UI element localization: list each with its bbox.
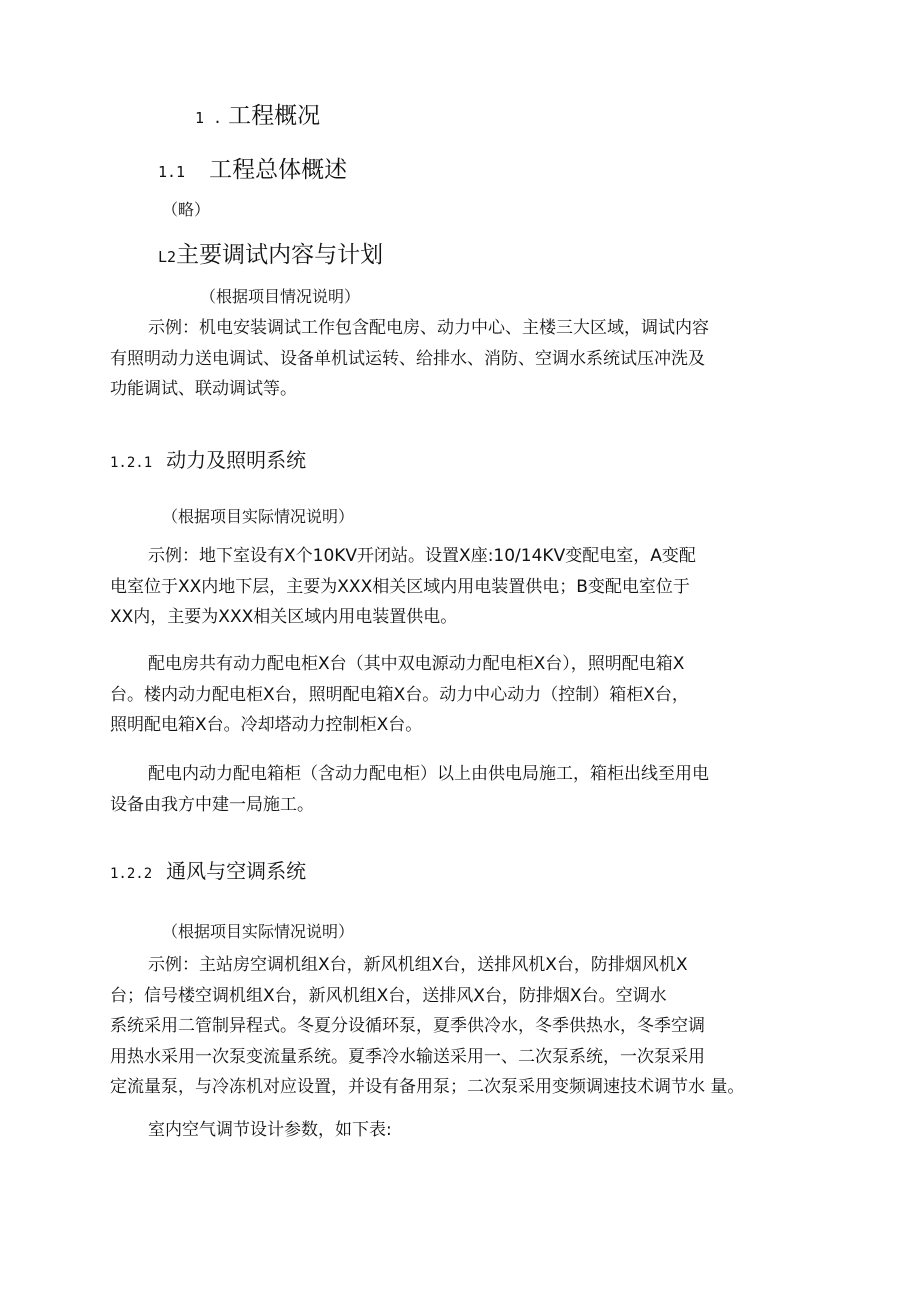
section-1-2-1-note: （根据项目实际情况说明） bbox=[162, 507, 355, 526]
heading-section-1-1 bbox=[158, 154, 347, 188]
paragraph-line: 示例：主站房空调机组X台，新风机组X台，送排风机X台，防排烟风机X bbox=[148, 955, 688, 975]
paragraph-line: 用热水采用一次泵变流量系统。夏季冷水输送采用一、二次泵系统，一次泵采用 bbox=[110, 1046, 705, 1067]
heading-title: 通风与空调系统 bbox=[166, 859, 307, 883]
section-1-2-paragraph bbox=[110, 313, 800, 405]
heading-number: 1.2.2 bbox=[110, 866, 153, 882]
section-1-2-note: （根据项目情况说明） bbox=[200, 287, 361, 306]
paragraph-line: 有照明动力送电调试、设备单机试运转、给排水、消防、空调水系统试压冲洗及 bbox=[110, 348, 705, 369]
section-1-2-1-paragraph-2 bbox=[110, 649, 800, 741]
paragraph-line: 室内空气调节设计参数，如下表: bbox=[148, 1120, 392, 1140]
paragraph-line: XX内，主要为XXX相关区域内用电装置供电。 bbox=[110, 607, 458, 627]
paragraph-line: 照明配电箱X台。冷却塔动力控制柜X台。 bbox=[110, 715, 423, 735]
heading-title: 工程总体概述 bbox=[209, 157, 348, 183]
heading-section-1-2-2 bbox=[110, 857, 306, 888]
paragraph-line: 功能调试、联动调试等。 bbox=[110, 379, 297, 399]
paragraph-line: 定流量泵，与冷冻机对应设置，并设有备用泵；二次泵采用变频调速技术调节水 量。 bbox=[110, 1077, 745, 1097]
paragraph-line: 配电房共有动力配电柜X台（其中双电源动力配电柜X台），照明配电箱X bbox=[148, 654, 685, 674]
paragraph-line: 设备由我方中建一局施工。 bbox=[110, 794, 314, 815]
heading-section-1-2-1 bbox=[110, 446, 306, 477]
heading-section-1 bbox=[195, 100, 320, 134]
heading-title: 主要调试内容与计划 bbox=[176, 242, 384, 268]
paragraph-line: 配电内动力配电箱柜（含动力配电柜）以上由供电局施工，箱柜出线至用电 bbox=[148, 764, 709, 784]
heading-title: 动力及照明系统 bbox=[166, 448, 307, 472]
paragraph-line: 台。楼内动力配电柜X台，照明配电箱X台。动力中心动力（控制）箱柜X台， bbox=[110, 684, 689, 705]
heading-section-1-2 bbox=[158, 239, 383, 273]
heading-number: 1.2.1 bbox=[110, 455, 153, 471]
paragraph-line: 示例：机电安装调试工作包含配电房、动力中心、主楼三大区域，调试内容 bbox=[148, 318, 709, 338]
heading-number: 1.1 bbox=[158, 163, 186, 181]
heading-number: L2 bbox=[158, 248, 177, 266]
paragraph-line: 示例：地下室设有X个10KV开闭站。设置X座:10/14KV变配电室，A变配 bbox=[148, 546, 696, 566]
heading-number: 1 . bbox=[195, 109, 223, 127]
section-1-2-1-paragraph-3 bbox=[110, 759, 800, 820]
section-1-2-1-paragraph-1 bbox=[110, 541, 800, 633]
section-1-2-2-note: （根据项目实际情况说明） bbox=[162, 922, 355, 941]
section-1-2-2-paragraph-2 bbox=[110, 1115, 800, 1146]
section-1-1-body: （略） bbox=[162, 200, 211, 219]
section-1-2-2-paragraph-1 bbox=[110, 950, 800, 1103]
paragraph-line: 电室位于XX内地下层，主要为XXX相关区域内用电装置供电；B变配电室位于 bbox=[110, 576, 690, 597]
heading-title: 工程概况 bbox=[228, 103, 321, 129]
paragraph-line: 系统采用二管制异程式。冬夏分设循环泵，夏季供冷水，冬季供热水，冬季空调 bbox=[110, 1016, 705, 1036]
paragraph-line: 台；信号楼空调机组X台，新风机组X台，送排风X台，防排烟X台。空调水 bbox=[110, 985, 667, 1006]
